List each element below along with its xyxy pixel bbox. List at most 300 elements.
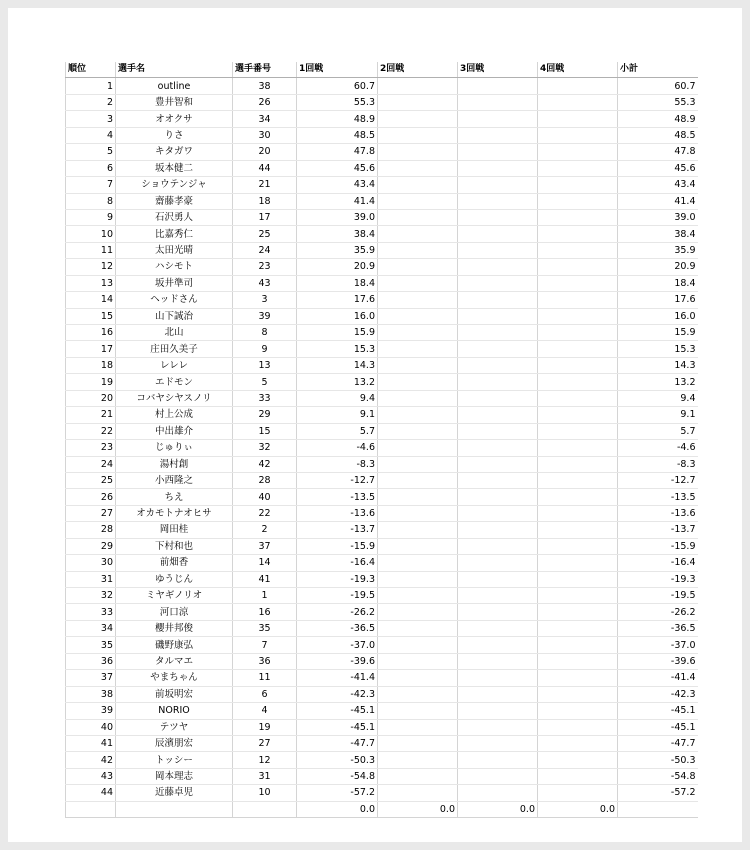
round-1-cell: -13.7 [297,522,378,538]
player-name-cell: 前畑香 [116,555,233,571]
round-1-cell: -50.3 [297,752,378,768]
table-row [66,226,698,242]
round-1-cell: 20.9 [297,259,378,275]
round-1-cell: -13.6 [297,505,378,521]
player-name-cell: 前坂明宏 [116,686,233,702]
table-row [66,653,698,669]
table-row [66,325,698,341]
player-number-cell: 14 [233,555,297,571]
round-2-cell [378,341,458,357]
table-row [66,604,698,620]
player-number-cell: 43 [233,275,297,291]
round-2-cell [378,768,458,784]
player-number-cell: 17 [233,209,297,225]
table-row [66,522,698,538]
player-name-cell: 岡田桂 [116,522,233,538]
subtotal-cell: 13.2 [618,374,698,390]
table-row [66,538,698,554]
player-number-cell: 40 [233,489,297,505]
rank-cell: 9 [66,209,116,225]
header-round-2: 2回戦 [378,62,458,78]
rank-cell: 41 [66,735,116,751]
table-row [66,407,698,423]
player-name-cell: オオクサ [116,111,233,127]
table-row [66,735,698,751]
round-2-cell [378,703,458,719]
subtotal-cell: 41.4 [618,193,698,209]
round-2-cell [378,620,458,636]
total-blank [66,801,116,817]
player-name-cell: レレレ [116,357,233,373]
player-number-cell: 2 [233,522,297,538]
player-number-cell: 20 [233,144,297,160]
subtotal-cell: 48.9 [618,111,698,127]
subtotal-cell: 15.9 [618,325,698,341]
table-row [66,472,698,488]
rank-cell: 18 [66,357,116,373]
table-row [66,308,698,324]
table-row [66,686,698,702]
subtotal-cell: -15.9 [618,538,698,554]
subtotal-cell: 38.4 [618,226,698,242]
rank-cell: 21 [66,407,116,423]
table-row [66,768,698,784]
player-name-cell: キタガワ [116,144,233,160]
round-4-cell [538,571,618,587]
round-4-cell [538,653,618,669]
round-1-cell: 39.0 [297,209,378,225]
table-row [66,341,698,357]
round-3-cell [458,94,538,110]
round-3-cell [458,489,538,505]
round-1-cell: -15.9 [297,538,378,554]
subtotal-cell: 20.9 [618,259,698,275]
round-3-cell [458,785,538,801]
round-3-cell [458,292,538,308]
header-round-1: 1回戦 [297,62,378,78]
rank-cell: 25 [66,472,116,488]
round-2-cell [378,752,458,768]
round-1-cell: 43.4 [297,177,378,193]
round-4-cell [538,177,618,193]
player-name-cell: ちえ [116,489,233,505]
round-1-cell: -19.5 [297,588,378,604]
table-row [66,259,698,275]
table-row [66,555,698,571]
player-number-cell: 35 [233,620,297,636]
rank-cell: 24 [66,456,116,472]
table-row [66,144,698,160]
round-2-cell [378,423,458,439]
subtotal-cell: -41.4 [618,670,698,686]
player-name-cell: 下村和也 [116,538,233,554]
rank-cell: 43 [66,768,116,784]
player-number-cell: 18 [233,193,297,209]
round-2-cell [378,242,458,258]
round-4-cell [538,588,618,604]
round-2-cell [378,160,458,176]
player-name-cell: 櫻井邦俊 [116,620,233,636]
player-number-cell: 15 [233,423,297,439]
rank-cell: 22 [66,423,116,439]
subtotal-cell: -42.3 [618,686,698,702]
rank-cell: 37 [66,670,116,686]
round-3-cell [458,374,538,390]
round-1-cell: 38.4 [297,226,378,242]
round-3-cell [458,308,538,324]
round-4-cell [538,325,618,341]
round-2-cell [378,111,458,127]
round-3-cell [458,407,538,423]
rank-cell: 14 [66,292,116,308]
player-name-cell: 岡本理志 [116,768,233,784]
round-4-cell [538,374,618,390]
player-name-cell: 豊井智和 [116,94,233,110]
round-1-cell: -13.5 [297,489,378,505]
subtotal-cell: 55.3 [618,94,698,110]
header-round-4: 4回戦 [538,62,618,78]
round-2-cell [378,604,458,620]
player-number-cell: 41 [233,571,297,587]
round-4-cell [538,620,618,636]
round-4-cell [538,703,618,719]
subtotal-cell: 16.0 [618,308,698,324]
player-number-cell: 22 [233,505,297,521]
round-1-cell: 45.6 [297,160,378,176]
subtotal-cell: 5.7 [618,423,698,439]
player-name-cell: オカモトナオヒサ [116,505,233,521]
subtotal-cell: 60.7 [618,78,698,94]
player-number-cell: 37 [233,538,297,554]
header-number: 選手番号 [233,62,297,78]
round-4-cell [538,341,618,357]
round-2-cell [378,177,458,193]
round-3-cell [458,127,538,143]
player-name-cell: 坂本健二 [116,160,233,176]
round-1-cell: -42.3 [297,686,378,702]
player-number-cell: 21 [233,177,297,193]
round-3-cell [458,768,538,784]
round-3-cell [458,752,538,768]
player-name-cell: ヘッドさん [116,292,233,308]
round-4-cell [538,440,618,456]
subtotal-cell: 35.9 [618,242,698,258]
player-name-cell: 村上公成 [116,407,233,423]
round-2-cell [378,472,458,488]
player-name-cell: エドモン [116,374,233,390]
rank-cell: 38 [66,686,116,702]
subtotal-cell: -47.7 [618,735,698,751]
round-3-cell [458,538,538,554]
player-number-cell: 36 [233,653,297,669]
rank-cell: 10 [66,226,116,242]
round-2-cell [378,308,458,324]
round-2-cell [378,653,458,669]
table-row [66,242,698,258]
round-3-cell [458,226,538,242]
round-4-cell [538,686,618,702]
subtotal-cell: -13.7 [618,522,698,538]
round-2-cell [378,374,458,390]
round-4-cell [538,275,618,291]
table-row [66,620,698,636]
round-2-cell [378,357,458,373]
player-name-cell: 山下誠治 [116,308,233,324]
total-blank [618,801,698,817]
round-3-cell [458,653,538,669]
table-row [66,571,698,587]
round-3-cell [458,357,538,373]
subtotal-cell: 47.8 [618,144,698,160]
subtotal-cell: -45.1 [618,719,698,735]
table-row [66,588,698,604]
player-number-cell: 39 [233,308,297,324]
round-1-cell: -8.3 [297,456,378,472]
round-1-cell: 14.3 [297,357,378,373]
round-2-cell [378,555,458,571]
round-2-cell [378,94,458,110]
standings-table [65,62,698,818]
round-4-cell [538,489,618,505]
round-3-cell [458,472,538,488]
rank-cell: 34 [66,620,116,636]
player-number-cell: 24 [233,242,297,258]
player-number-cell: 23 [233,259,297,275]
table-row [66,423,698,439]
round-2-cell [378,325,458,341]
round-1-cell: 15.3 [297,341,378,357]
rank-cell: 15 [66,308,116,324]
round-1-cell: 41.4 [297,193,378,209]
player-name-cell: 比嘉秀仁 [116,226,233,242]
round-1-cell: -54.8 [297,768,378,784]
round-3-cell [458,686,538,702]
round-2-cell [378,489,458,505]
round-2-cell [378,292,458,308]
rank-cell: 28 [66,522,116,538]
table-row [66,78,698,94]
player-name-cell: ハシモト [116,259,233,275]
round-4-cell [538,538,618,554]
table-row [66,177,698,193]
player-name-cell: 近藤卓児 [116,785,233,801]
round-1-cell: -45.1 [297,703,378,719]
player-number-cell: 6 [233,686,297,702]
rank-cell: 8 [66,193,116,209]
round-4-cell [538,144,618,160]
table-row [66,703,698,719]
round-3-cell [458,588,538,604]
round-4-cell [538,390,618,406]
round-3-cell [458,555,538,571]
player-name-cell: じゅりぃ [116,440,233,456]
rank-cell: 40 [66,719,116,735]
round-3-cell [458,670,538,686]
round-2-cell [378,127,458,143]
player-number-cell: 30 [233,127,297,143]
round-2-cell [378,571,458,587]
round-3-cell [458,571,538,587]
round-3-cell [458,735,538,751]
round-2-cell [378,538,458,554]
round-2-cell [378,785,458,801]
rank-cell: 35 [66,637,116,653]
round-1-cell: -26.2 [297,604,378,620]
player-name-cell: 齋藤孝豪 [116,193,233,209]
table-row [66,719,698,735]
player-name-cell: ミヤギノリオ [116,588,233,604]
table-row [66,193,698,209]
round-1-cell: -12.7 [297,472,378,488]
player-name-cell: 磯野康弘 [116,637,233,653]
rank-cell: 27 [66,505,116,521]
player-number-cell: 29 [233,407,297,423]
subtotal-cell: -13.6 [618,505,698,521]
rank-cell: 44 [66,785,116,801]
round-2-cell [378,670,458,686]
round-2-cell [378,686,458,702]
player-name-cell: 北山 [116,325,233,341]
header-row [66,62,698,78]
round-2-cell [378,275,458,291]
player-name-cell: NORIO [116,703,233,719]
round-4-cell [538,719,618,735]
rank-cell: 12 [66,259,116,275]
table-row [66,390,698,406]
player-name-cell: やまちゃん [116,670,233,686]
round-4-cell [538,357,618,373]
player-name-cell: 坂井準司 [116,275,233,291]
round-4-cell [538,670,618,686]
header-rank: 順位 [66,62,116,78]
round-2-cell [378,505,458,521]
rank-cell: 23 [66,440,116,456]
round-1-cell: -39.6 [297,653,378,669]
table-row [66,637,698,653]
table-row [66,440,698,456]
round-4-cell [538,752,618,768]
total-round-1: 0.0 [297,801,378,817]
total-round-2: 0.0 [378,801,458,817]
player-name-cell: ゆうじん [116,571,233,587]
subtotal-cell: 9.1 [618,407,698,423]
round-2-cell [378,144,458,160]
round-3-cell [458,505,538,521]
player-name-cell: 太田光晴 [116,242,233,258]
subtotal-cell: -26.2 [618,604,698,620]
rank-cell: 26 [66,489,116,505]
round-4-cell [538,768,618,784]
player-number-cell: 12 [233,752,297,768]
subtotal-cell: -8.3 [618,456,698,472]
round-3-cell [458,604,538,620]
round-4-cell [538,522,618,538]
subtotal-cell: -50.3 [618,752,698,768]
rank-cell: 3 [66,111,116,127]
player-number-cell: 31 [233,768,297,784]
round-1-cell: -36.5 [297,620,378,636]
round-3-cell [458,341,538,357]
round-4-cell [538,505,618,521]
table-row [66,785,698,801]
rank-cell: 16 [66,325,116,341]
total-blank [233,801,297,817]
table-row [66,670,698,686]
player-name-cell: 中出雄介 [116,423,233,439]
total-round-4: 0.0 [538,801,618,817]
header-subtotal: 小計 [618,62,698,78]
player-number-cell: 27 [233,735,297,751]
round-3-cell [458,78,538,94]
round-1-cell: 18.4 [297,275,378,291]
subtotal-cell: 17.6 [618,292,698,308]
round-3-cell [458,390,538,406]
rank-cell: 33 [66,604,116,620]
round-1-cell: 9.4 [297,390,378,406]
round-4-cell [538,308,618,324]
rank-cell: 2 [66,94,116,110]
round-1-cell: -41.4 [297,670,378,686]
rank-cell: 30 [66,555,116,571]
round-1-cell: 9.1 [297,407,378,423]
subtotal-cell: -12.7 [618,472,698,488]
player-name-cell: ショウテンジャ [116,177,233,193]
round-2-cell [378,407,458,423]
round-3-cell [458,144,538,160]
rank-cell: 39 [66,703,116,719]
total-blank [116,801,233,817]
round-4-cell [538,78,618,94]
rank-cell: 4 [66,127,116,143]
round-4-cell [538,637,618,653]
spreadsheet-page [8,8,742,842]
player-name-cell: タルマエ [116,653,233,669]
round-2-cell [378,390,458,406]
round-4-cell [538,193,618,209]
round-3-cell [458,522,538,538]
round-2-cell [378,226,458,242]
round-4-cell [538,259,618,275]
round-3-cell [458,177,538,193]
table-row [66,292,698,308]
subtotal-cell: -54.8 [618,768,698,784]
round-1-cell: 15.9 [297,325,378,341]
round-1-cell: 48.9 [297,111,378,127]
round-3-cell [458,325,538,341]
rank-cell: 6 [66,160,116,176]
player-number-cell: 11 [233,670,297,686]
player-number-cell: 42 [233,456,297,472]
rank-cell: 5 [66,144,116,160]
round-1-cell: 55.3 [297,94,378,110]
table-row [66,752,698,768]
player-number-cell: 44 [233,160,297,176]
round-1-cell: -47.7 [297,735,378,751]
table-row [66,505,698,521]
round-1-cell: 5.7 [297,423,378,439]
round-1-cell: -4.6 [297,440,378,456]
subtotal-cell: -16.4 [618,555,698,571]
subtotal-cell: -39.6 [618,653,698,669]
round-4-cell [538,160,618,176]
player-number-cell: 5 [233,374,297,390]
round-1-cell: 13.2 [297,374,378,390]
rank-cell: 7 [66,177,116,193]
round-1-cell: 48.5 [297,127,378,143]
table-row [66,209,698,225]
subtotal-cell: -36.5 [618,620,698,636]
table-row [66,374,698,390]
